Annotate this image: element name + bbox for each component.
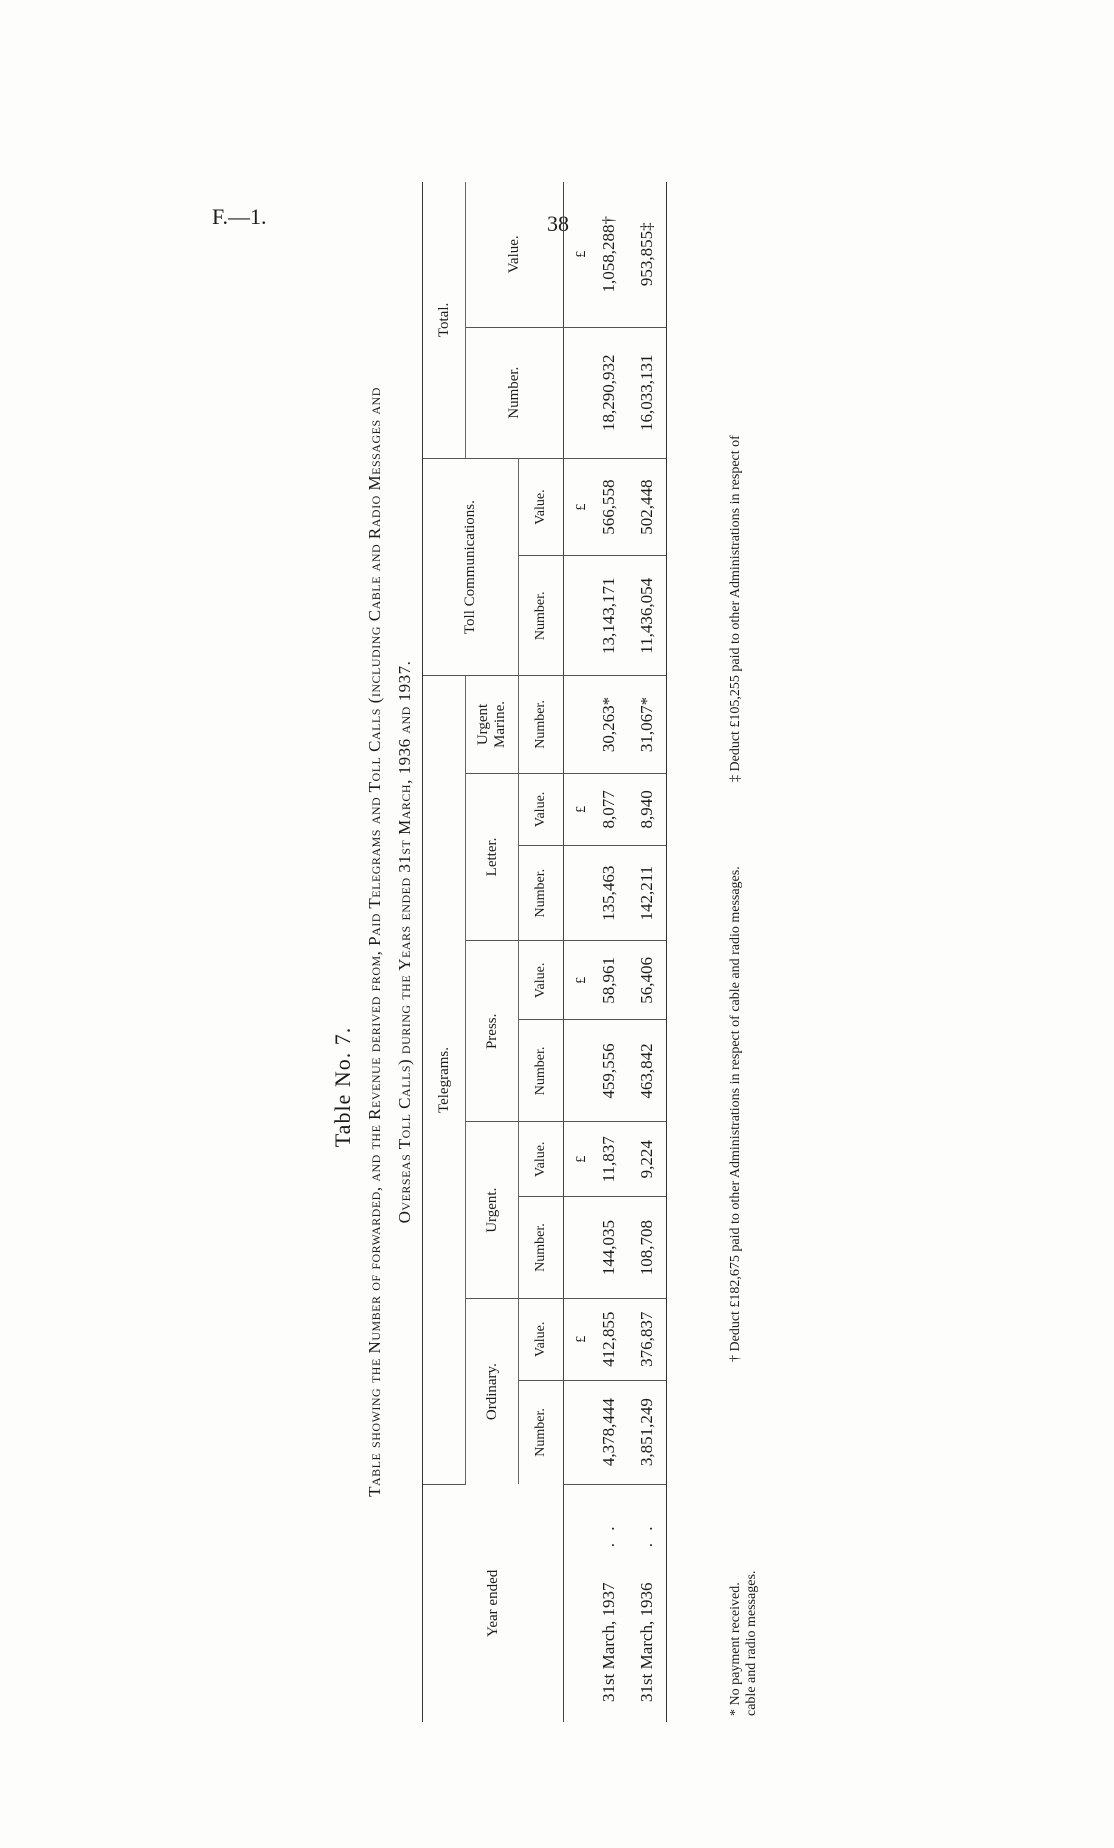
footnote-double-dagger: ‡ Deduct £105,255 paid to other Administrations in respect of	[728, 435, 743, 782]
header-value: Value.	[519, 458, 564, 555]
urgent-value: 9,224	[628, 1122, 667, 1197]
header-telegrams: Telegrams.	[423, 676, 466, 1484]
letter-number: 142,211	[628, 846, 667, 941]
caption-line-2: Overseas Toll Calls) during the Years ended 31st March, 1936 and 1937.	[395, 660, 414, 1224]
header-value: Value.	[519, 941, 564, 1020]
urgent-marine-number: 30,263*	[590, 676, 628, 773]
letter-value: 8,077	[590, 773, 628, 845]
currency-row	[564, 182, 591, 1722]
header-year-ended: Year ended	[423, 1484, 564, 1722]
table-caption	[360, 172, 420, 1712]
header-number: Number.	[519, 1020, 564, 1122]
header-number: Number.	[519, 1197, 564, 1299]
header-total-value: Value.	[466, 182, 564, 327]
revenue-table	[422, 182, 667, 1722]
letter-value: 8,940	[628, 773, 667, 845]
toll-value: 566,558	[590, 458, 628, 555]
press-number: 463,842	[628, 1020, 667, 1122]
header-value: Value.	[519, 1122, 564, 1197]
urgent-marine-number: 31,067*	[628, 676, 667, 773]
header-total-number: Number.	[466, 327, 564, 458]
footnote-star-line: * No payment received.	[728, 1582, 743, 1716]
currency-symbol: £	[564, 1299, 591, 1381]
currency-symbol: £	[564, 1122, 591, 1197]
table-title: Table No. 7.	[330, 1026, 355, 1148]
currency-symbol: £	[564, 773, 591, 845]
rotated-table-sheet	[330, 122, 850, 1722]
caption-line-1: Table showing the Number of forwarded, and the Revenue derived from, Paid Telegrams and Toll Calls (including Cable and Radio Messages and	[365, 387, 384, 1497]
header-value: Value.	[519, 1299, 564, 1381]
urgent-value: 11,837	[590, 1122, 628, 1197]
currency-symbol: £	[564, 458, 591, 555]
page-number: 38	[547, 211, 569, 236]
letter-number: 135,463	[590, 846, 628, 941]
currency-symbol: £	[564, 182, 591, 327]
header-urgent: Urgent.	[466, 1122, 519, 1299]
table-row	[628, 182, 667, 1722]
header-value: Value.	[519, 773, 564, 845]
urgent-number: 144,035	[590, 1197, 628, 1299]
urgent-number: 108,708	[628, 1197, 667, 1299]
page-reference: F.—1.	[212, 204, 267, 229]
ordinary-value: 376,837	[628, 1299, 667, 1381]
header-letter: Letter.	[466, 773, 519, 941]
header-urgent-marine: Urgent Marine.	[466, 676, 519, 773]
ordinary-number: 3,851,249	[628, 1380, 667, 1484]
ordinary-value: 412,855	[590, 1299, 628, 1381]
header-toll-communications: Toll Communications.	[423, 458, 519, 675]
press-number: 459,556	[590, 1020, 628, 1122]
header-number: Number.	[519, 1380, 564, 1484]
year-cell: 31st March, 1937. .	[599, 1522, 618, 1702]
toll-number: 11,436,054	[628, 556, 667, 676]
footnote-dagger: † Deduct £182,675 paid to other Administrations in respect of cable and radio messages.	[728, 866, 743, 1362]
press-value: 56,406	[628, 941, 667, 1020]
press-value: 58,961	[590, 941, 628, 1020]
table-row	[590, 182, 628, 1722]
toll-value: 502,448	[628, 458, 667, 555]
total-number: 16,033,131	[628, 327, 667, 458]
header-press: Press.	[466, 941, 519, 1122]
footnote-star-continuation: cable and radio messages.	[744, 1570, 759, 1716]
ordinary-number: 4,378,444	[590, 1380, 628, 1484]
currency-symbol: £	[564, 941, 591, 1020]
year-cell: 31st March, 1936. .	[628, 1484, 667, 1722]
total-number: 18,290,932	[590, 327, 628, 458]
header-number: Number.	[519, 846, 564, 941]
total-value: 1,058,288†	[590, 182, 628, 327]
header-number: Number.	[519, 556, 564, 676]
header-ordinary: Ordinary.	[466, 1299, 519, 1485]
toll-number: 13,143,171	[590, 556, 628, 676]
header-total: Total.	[423, 182, 466, 458]
total-value: 953,855‡	[628, 182, 667, 327]
header-number: Number.	[519, 676, 564, 773]
footnote-star	[728, 1356, 760, 1716]
